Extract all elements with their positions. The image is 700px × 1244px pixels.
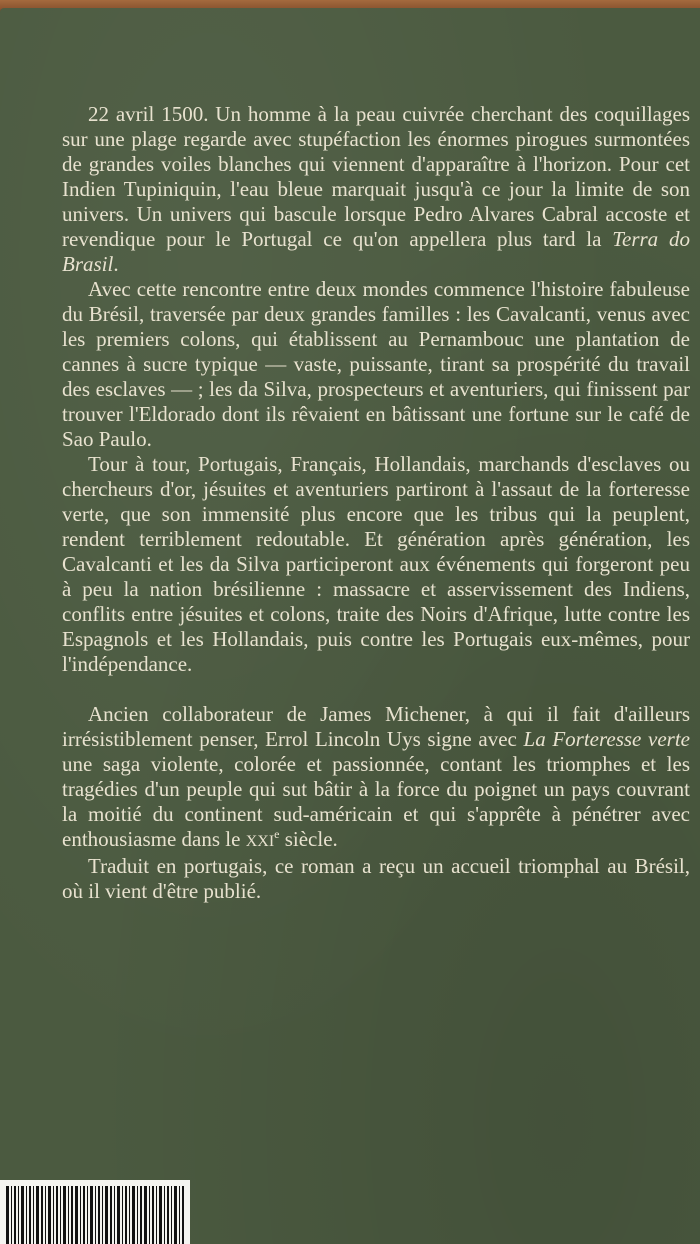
century-numeral: XXI	[245, 833, 275, 850]
paragraph-4-text: Ancien collaborateur de James Michener, à qui il fait d'ailleurs irrésistiblement penser, Errol Lincoln Uys signe avec	[62, 702, 690, 751]
paragraph-3: Tour à tour, Portugais, Français, Hollandais, marchands d'esclaves ou chercheurs d'or, jésuites et aventuriers partiront à l'assaut de la forteresse verte, que son immensité plus encore que les tribus qui la peuplent, rendent terriblement redoutable. Et génération après génération, les Cavalcanti et les da Silva participeront aux événements qui forgeront peu à peu la nation brésilienne : massacre et asservissement des Indiens, conflits entre jésuites et colons, traite des Noirs d'Afrique, lutte contre les Espagnols et les Hollandais, puis contre les Portugais eux-mêmes, pour l'indépendance.	[62, 452, 690, 676]
paragraph-5: Traduit en portugais, ce roman a reçu un accueil triomphal au Brésil, où il vient d'être publié.	[62, 854, 690, 903]
paragraph-1-text: 22 avril 1500. Un homme à la peau cuivrée cherchant des coquillages sur une plage regarde avec stupéfaction les énormes pirogues surmontées de grandes voiles blanches qui viennent d'apparaître à l'horizon. Pour cet Indien Tupiniquin, l'eau bleue marquait jusqu'à ce jour la limite de son univers. Un univers qui bascule lorsque Pedro Alvares Cabral accoste et revendique pour le Portugal ce qu'on appellera plus tard la	[62, 102, 690, 251]
paragraph-1-end: .	[113, 252, 119, 276]
book-back-cover	[0, 8, 700, 1244]
century-superscript: e	[274, 827, 280, 841]
barcode-icon	[0, 1180, 190, 1244]
paragraph-1-italic: Terra do Brasil	[62, 227, 690, 276]
barcode-bars	[6, 1186, 184, 1244]
blurb-text	[62, 102, 690, 904]
paragraph-2: Avec cette rencontre entre deux mondes commence l'histoire fabuleuse du Brésil, traversée par deux grandes familles : les Cavalcanti, venus avec les premiers colons, qui établissent au Pernambouc une plantation de cannes à sucre typique — vaste, puissante, tirant sa prospérité du travail des esclaves — ; les da Silva, prospecteurs et aventuriers, qui finissent par trouver l'Eldorado dont ils rêvaient en bâtissant une fortune sur le café de Sao Paulo.	[62, 277, 690, 451]
paragraph-4	[62, 702, 690, 854]
paragraph-4-middle: une saga violente, colorée et passionnée, contant les triomphes et les tragédies d'un peuple qui sut bâtir à la force du poignet un pays couvrant la moitié du continent sud-américain et qui s'apprête à pénétrer avec enthousiasme dans le	[62, 752, 690, 851]
paragraph-1	[62, 102, 690, 277]
book-title-italic: La Forteresse verte	[523, 727, 691, 751]
paragraph-4-end: siècle.	[279, 827, 338, 851]
